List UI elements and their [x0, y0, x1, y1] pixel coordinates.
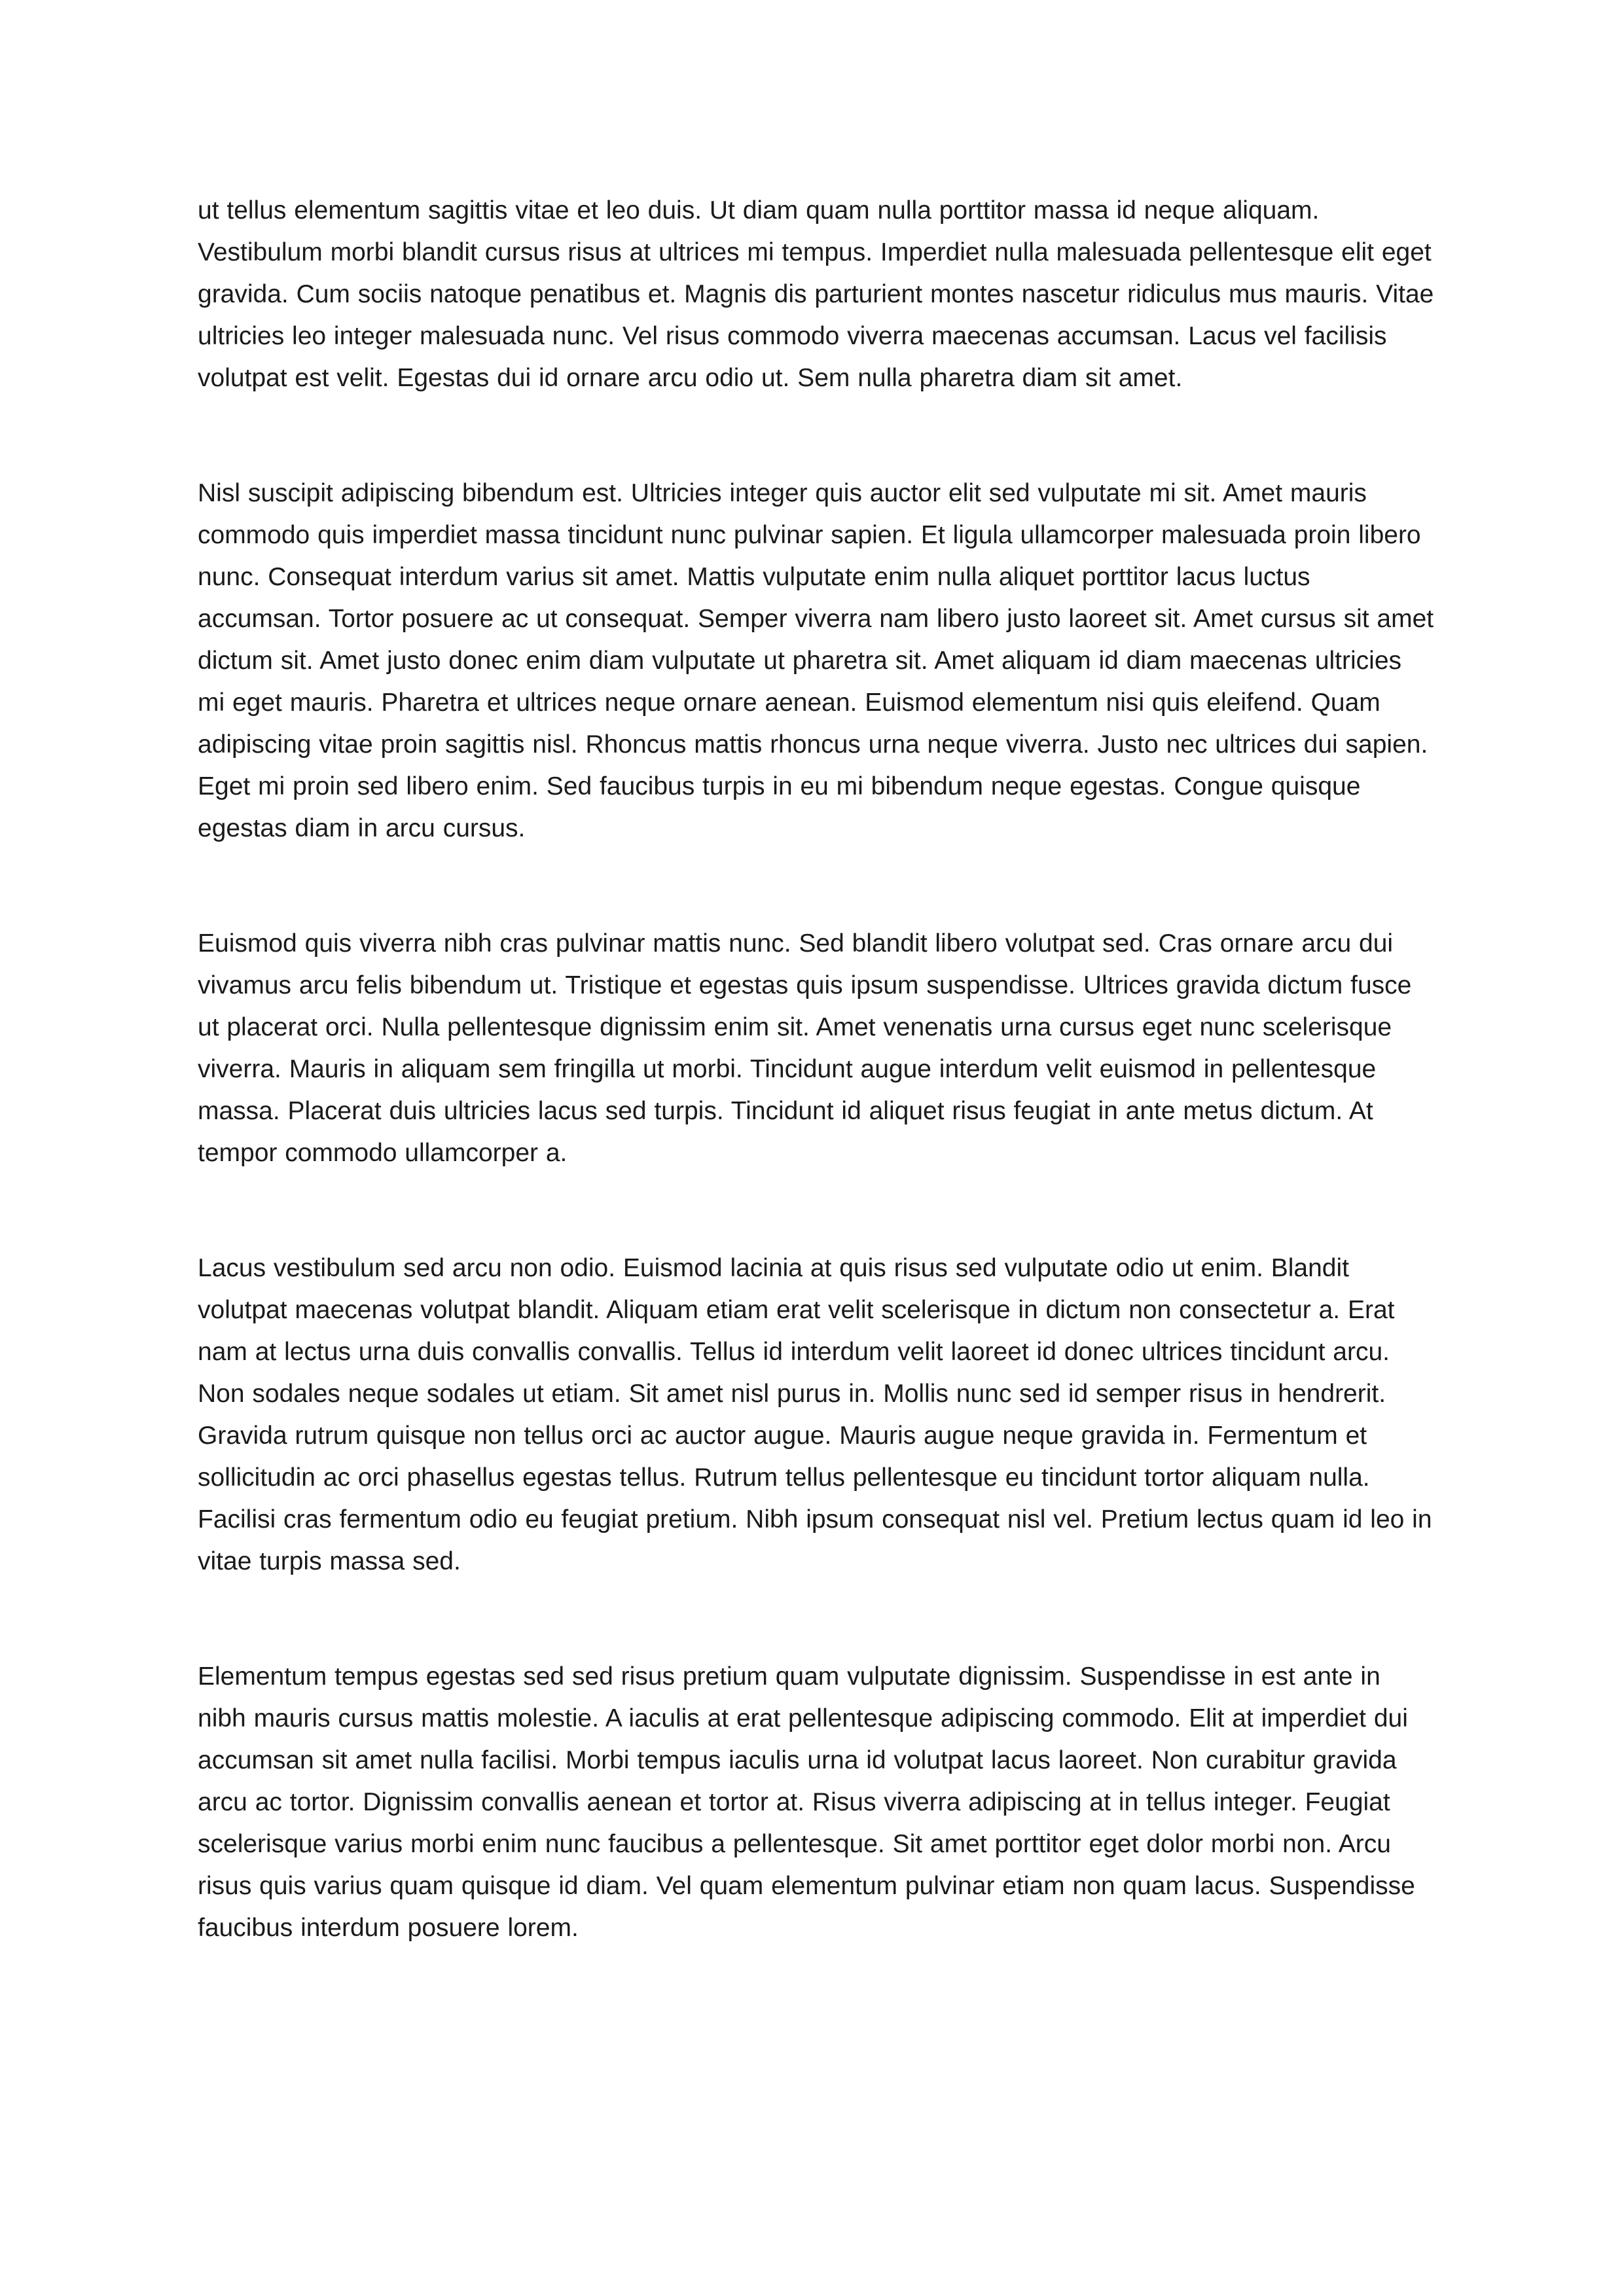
body-paragraph-3: Euismod quis viverra nibh cras pulvinar mattis nunc. Sed blandit libero volutpat sed. Cras ornare arcu dui vivamus arcu felis bibendum ut. Tristique et egestas quis ipsum suspendisse. Ultrices gravida dictum fusce ut placerat orci. Nulla pellentesque dignissim enim sit. Amet venenatis urna cursus eget nunc scelerisque viverra. Mauris in aliquam sem fringilla ut morbi. Tincidunt augue interdum velit euismod in pellentesque massa. Placerat duis ultricies lacus sed turpis. Tincidunt id aliquet risus feugiat in ante metus dictum. At tempor commodo ullamcorper a.	[198, 929, 1412, 1167]
body-paragraph-2: Nisl suscipit adipiscing bibendum est. Ultricies integer quis auctor elit sed vulputate mi sit. Amet mauris commodo quis imperdiet massa tincidunt nunc pulvinar sapien. Et ligula ullamcorper malesuada proin libero nunc. Consequat interdum varius sit amet. Mattis vulputate enim nulla aliquet porttitor lacus luctus accumsan. Tortor posuere ac ut consequat. Semper viverra nam libero justo laoreet sit. Amet cursus sit amet dictum sit. Amet justo donec enim diam vulputate ut pharetra sit. Amet aliquam id diam maecenas ultricies mi eget mauris. Pharetra et ultrices neque ornare aenean. Euismod elementum nisi quis eleifend. Quam adipiscing vitae proin sagittis nisl. Rhoncus mattis rhoncus urna neque viverra. Justo nec ultrices dui sapien. Eget mi proin sed libero enim. Sed faucibus turpis in eu mi bibendum neque egestas. Congue quisque egestas diam in arcu cursus.	[198, 479, 1434, 842]
body-paragraph-1: ut tellus elementum sagittis vitae et leo duis. Ut diam quam nulla porttitor massa id neque aliquam. Vestibulum morbi blandit cursus risus at ultrices mi tempus. Imperdiet nulla malesuada pellentesque elit eget gravida. Cum sociis natoque penatibus et. Magnis dis parturient montes nascetur ridiculus mus mauris. Vitae ultricies leo integer malesuada nunc. Vel risus commodo viverra maecenas accumsan. Lacus vel facilisis volutpat est velit. Egestas dui id ornare arcu odio ut. Sem nulla pharetra diam sit amet.	[198, 196, 1434, 392]
body-paragraph-4: Lacus vestibulum sed arcu non odio. Euismod lacinia at quis risus sed vulputate odio ut enim. Blandit volutpat maecenas volutpat blandit. Aliquam etiam erat velit scelerisque in dictum non consectetur a. Erat nam at lectus urna duis convallis convallis. Tellus id interdum velit laoreet id donec ultrices tincidunt arcu. Non sodales neque sodales ut etiam. Sit amet nisl purus in. Mollis nunc sed id semper risus in hendrerit. Gravida rutrum quisque non tellus orci ac auctor augue. Mauris augue neque gravida in. Fermentum et sollicitudin ac orci phasellus egestas tellus. Rutrum tellus pellentesque eu tincidunt tortor aliquam nulla. Facilisi cras fermentum odio eu feugiat pretium. Nibh ipsum consequat nisl vel. Pretium lectus quam id leo in vitae turpis massa sed.	[198, 1254, 1432, 1575]
body-paragraph-5: Elementum tempus egestas sed sed risus pretium quam vulputate dignissim. Suspendisse in est ante in nibh mauris cursus mattis molestie. A iaculis at erat pellentesque adipiscing commodo. Elit at imperdiet dui accumsan sit amet nulla facilisi. Morbi tempus iaculis urna id volutpat lacus laoreet. Non curabitur gravida arcu ac tortor. Dignissim convallis aenean et tortor at. Risus viverra adipiscing at in tellus integer. Feugiat scelerisque varius morbi enim nunc faucibus a pellentesque. Sit amet porttitor eget dolor morbi non. Arcu risus quis varius quam quisque id diam. Vel quam elementum pulvinar etiam non quam lacus. Suspendisse faucibus interdum posuere lorem.	[198, 1662, 1415, 1942]
